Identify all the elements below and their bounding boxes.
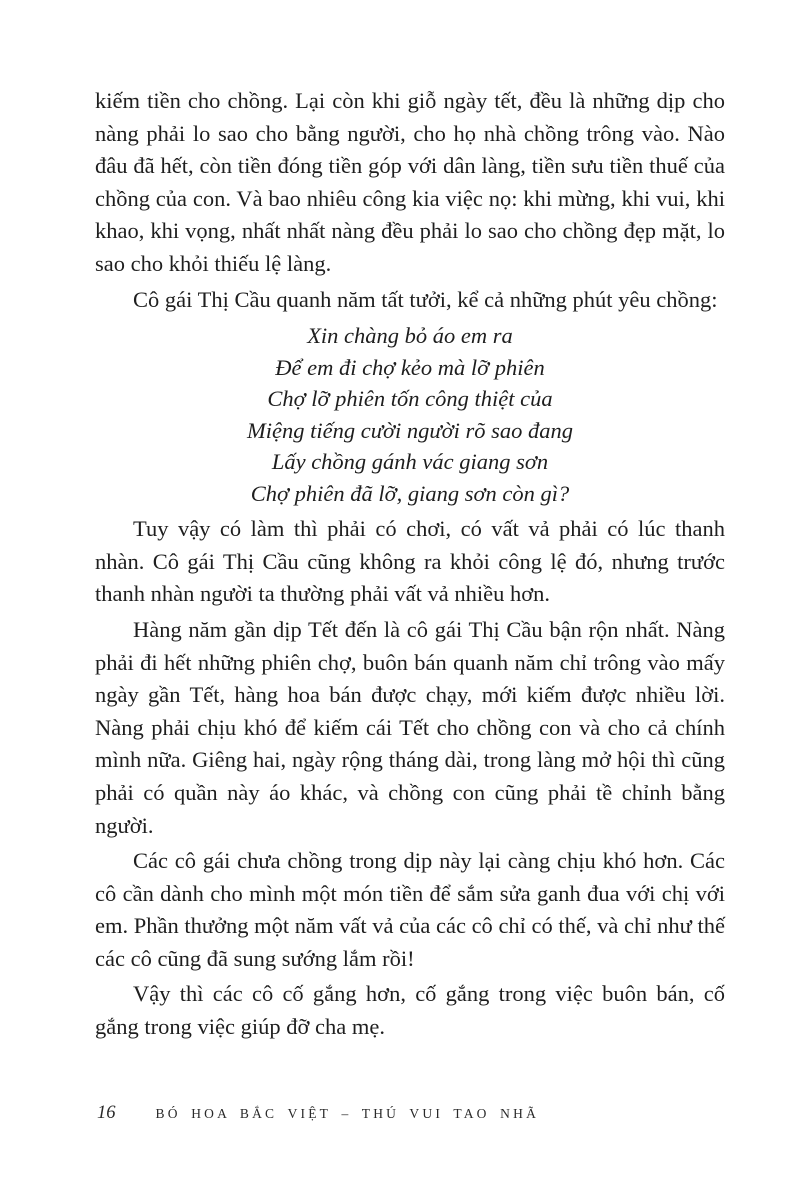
folk-verse-block bbox=[95, 320, 725, 509]
paragraph-intro-verse: Cô gái Thị Cầu quanh năm tất tưởi, kể cả những phút yêu chồng: bbox=[133, 286, 718, 312]
paragraph-work-leisure: Tuy vậy có làm thì phải có chơi, có vất vả phải có lúc thanh nhàn. Cô gái Thị Cầu cũng không ra khỏi công lệ đó, nhưng trước thanh nhàn người ta thường phải vất vả nhiều hơn. bbox=[95, 516, 725, 607]
page-footer bbox=[97, 1103, 727, 1124]
poem-line: Xin chàng bỏ áo em ra bbox=[307, 323, 513, 349]
paragraph-unmarried-girls: Các cô gái chưa chồng trong dịp này lại càng chịu khó hơn. Các cô cần dành cho mình một món tiền để sắm sửa ganh đua với chị với em. Phần thưởng một năm vất vả của các cô chỉ có thế, và chỉ như thế các cô cũng đã sung sướng lắm rồi! bbox=[95, 848, 725, 971]
poem-line: Chợ phiên đã lỡ, giang sơn còn gì? bbox=[250, 480, 570, 506]
poem-line: Miệng tiếng cười người rõ sao đang bbox=[246, 417, 574, 443]
poem-line: Chợ lỡ phiên tốn công thiệt của bbox=[267, 386, 553, 412]
running-title: BÓ HOA BẮC VIỆT – THÚ VUI TAO NHÃ bbox=[155, 1106, 540, 1121]
paragraph-continuation: kiếm tiền cho chồng. Lại còn khi giỗ ngày tết, đều là những dịp cho nàng phải lo sao cho bằng người, cho họ nhà chồng trông vào. Nào đâu đã hết, còn tiền đóng tiền góp với dân làng, tiền sưu tiền thuế của chồng của con. Và bao nhiêu công kia việc nọ: khi mừng, khi vui, khi khao, khi vọng, nhất nhất nàng đều phải lo sao cho chồng đẹp mặt, lo sao cho khỏi thiếu lệ làng. bbox=[95, 88, 725, 276]
page-body bbox=[95, 82, 725, 1047]
paragraph-tet-season: Hàng năm gần dịp Tết đến là cô gái Thị Cầu bận rộn nhất. Nàng phải đi hết những phiên chợ, buôn bán quanh năm chỉ trông vào mấy ngày gần Tết, hàng hoa bán được chạy, mới kiếm được nhiều lời. Nàng phải chịu khó để kiếm cái Tết cho chồng con và cho cả chính mình nữa. Giêng hai, ngày rộng tháng dài, trong làng mở hội thì cũng phải có quần này áo khác, và chồng con cũng phải tề chỉnh bằng người. bbox=[95, 616, 725, 838]
paragraph-closing: Vậy thì các cô cố gắng hơn, cố gắng trong việc buôn bán, cố gắng trong việc giúp đỡ cha mẹ. bbox=[95, 981, 725, 1040]
poem-line: Lấy chồng gánh vác giang sơn bbox=[271, 449, 549, 475]
page-number: 16 bbox=[97, 1103, 116, 1123]
poem-line: Để em đi chợ kẻo mà lỡ phiên bbox=[275, 354, 545, 380]
